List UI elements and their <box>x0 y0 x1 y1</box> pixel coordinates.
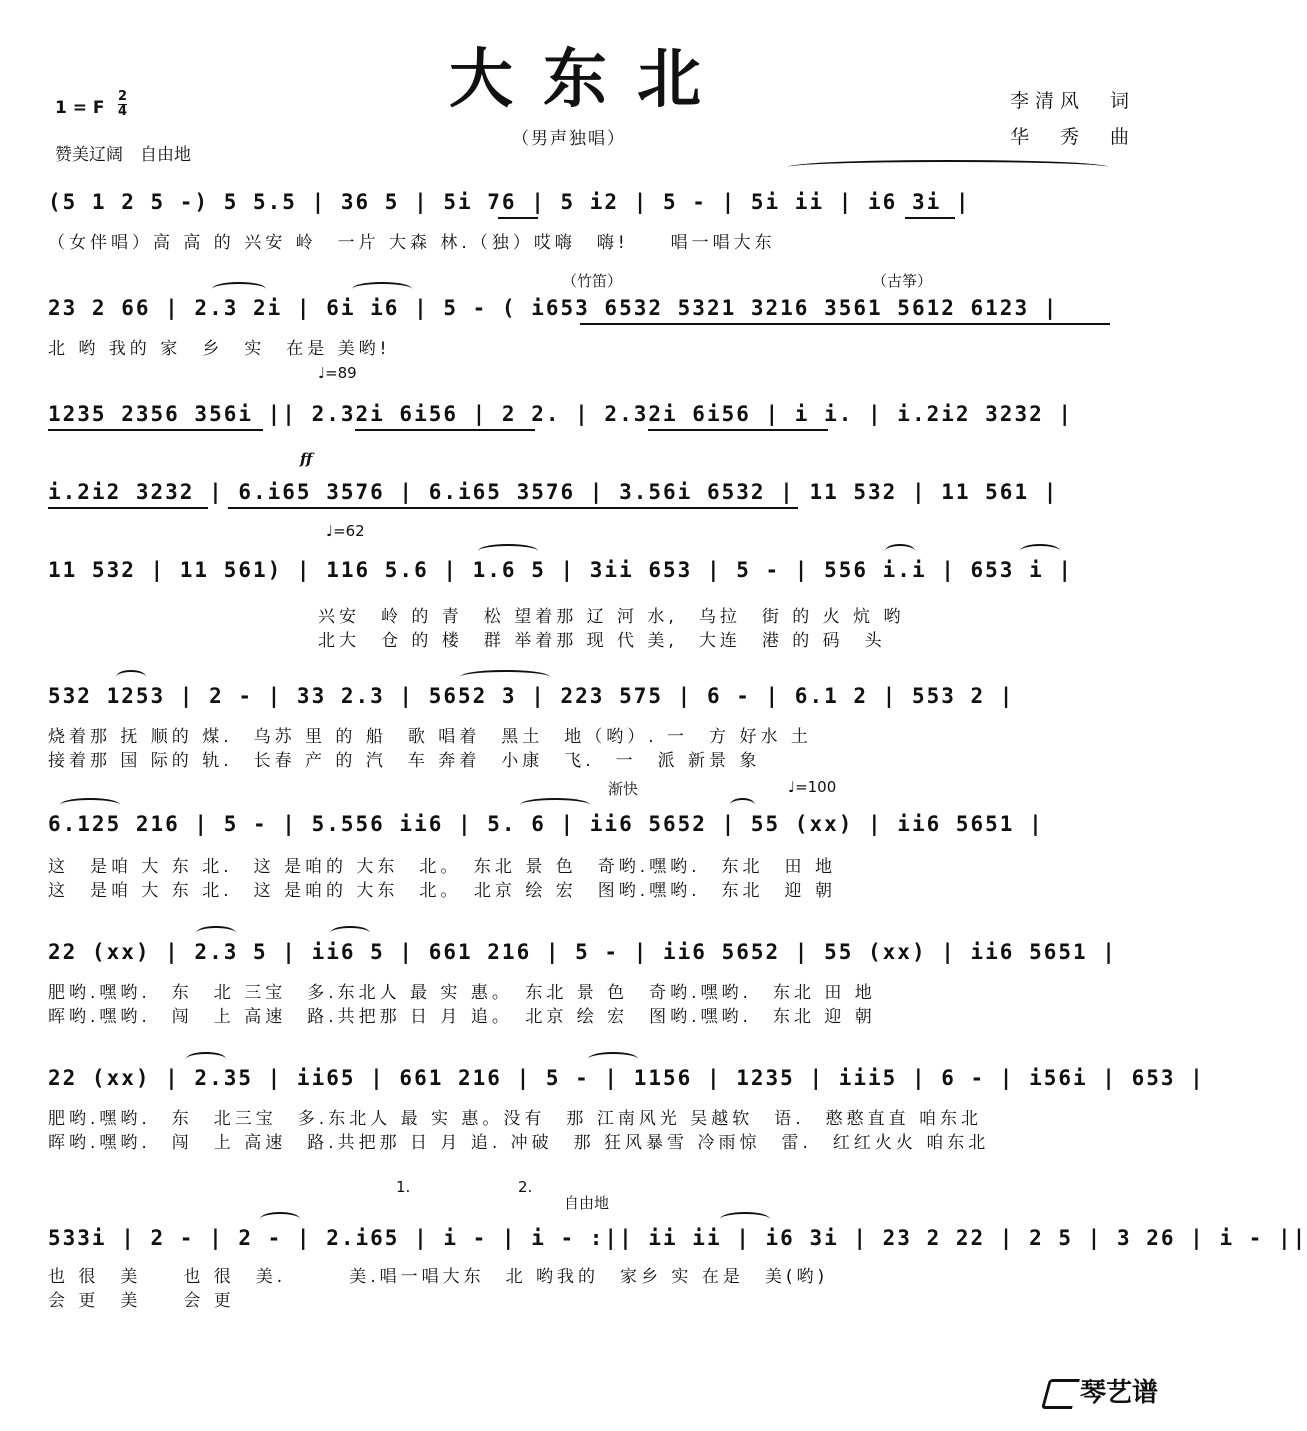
slur <box>116 670 146 684</box>
slur <box>460 670 550 684</box>
notation-line: 6.125 216 | 5 - | 5.556 ii6 | 5. 6 | ii6 5652 | 55 (xx) | ii6 5651 | <box>48 812 1044 836</box>
slur <box>720 1212 770 1226</box>
tempo-marking: ♩=89 <box>318 364 357 382</box>
notation-line: 533i | 2 - | 2 - | 2.i65 | i - | i - :|| ii ii | i6 3i | 23 2 22 | 2 5 | 3 26 | i - || <box>48 1226 1307 1250</box>
tempo-marking: ♩=62 <box>326 522 365 540</box>
notation-line: 1235 2356 356i || 2.32i 6i56 | 2 2. | 2.32i 6i56 | i i. | i.2i2 3232 | <box>48 402 1074 426</box>
lyric-line: 北 哟 我的 家 乡 实 在是 美哟! <box>48 339 391 359</box>
beam <box>905 217 955 219</box>
instrument-annotation: （竹笛） <box>562 272 623 290</box>
lyric-line: 肥哟.嘿哟. 东 北三宝 多.东北人 最 实 惠。没有 那 江南风光 吴越软 语. 憨憨直直 咱东北 <box>48 1109 983 1129</box>
slur <box>478 544 538 558</box>
lyricist-credit: 李清风 词 <box>1010 90 1136 112</box>
time-signature-bottom: 4 <box>118 104 128 119</box>
lyric-line: （女伴唱）高 高 的 兴安 岭 一片 大森 林.（独）哎嗨 嗨! 唱一唱大东 <box>48 233 776 253</box>
slur <box>1020 544 1060 558</box>
slur <box>212 282 266 296</box>
notation-line: 11 532 | 11 561) | 116 5.6 | 1.6 5 | 3ii 653 | 5 - | 556 i.i | 653 i | <box>48 558 1074 582</box>
key-signature: 1 = F <box>55 98 105 118</box>
slur <box>520 798 590 812</box>
lyric-line: 也 很 美 也 很 美. 美.唱一唱大东 北 哟我的 家乡 实 在是 美(哟) <box>48 1267 829 1287</box>
slur <box>260 1212 300 1226</box>
beam <box>498 217 538 219</box>
slur <box>196 926 236 940</box>
slur <box>186 1052 226 1066</box>
instrument-annotation: （古筝） <box>872 272 933 290</box>
volta-1: 1. <box>396 1178 411 1196</box>
lyric-line: 北大 仓 的 楼 群 举着那 现 代 美, 大连 港 的 码 头 <box>318 631 886 651</box>
lyric-line: 肥哟.嘿哟. 东 北 三宝 多.东北人 最 实 惠。 东北 景 色 奇哟.嘿哟. 东北 田 地 <box>48 983 876 1003</box>
slur <box>788 160 1108 174</box>
tempo-change-marking: 渐快 <box>608 780 639 798</box>
slur <box>588 1052 638 1066</box>
slur <box>60 798 120 812</box>
composer-credit: 华 秀 曲 <box>1010 126 1136 148</box>
time-signature-top: 2 <box>118 89 128 104</box>
watermark-text: 琴艺谱 <box>1079 1378 1158 1408</box>
notation-line: 23 2 66 | 2.3 2i | 6i i6 | 5 - ( i653 6532 5321 3216 3561 5612 6123 | <box>48 296 1059 320</box>
expression-marking: 赞美辽阔 自由地 <box>55 145 191 165</box>
notation-line: 22 (xx) | 2.35 | ii65 | 661 216 | 5 - | 1156 | 1235 | iii5 | 6 - | i56i | 653 | <box>48 1066 1205 1090</box>
notation-line: 22 (xx) | 2.3 5 | ii6 5 | 661 216 | 5 - | ii6 5652 | 55 (xx) | ii6 5651 | <box>48 940 1117 964</box>
beam <box>648 429 828 431</box>
logo-icon <box>1041 1379 1080 1409</box>
lyric-line: 这 是咱 大 东 北. 这 是咱的 大东 北。 东北 景 色 奇哟.嘿哟. 东北 田 地 <box>48 857 836 877</box>
slur <box>885 544 915 558</box>
beam <box>580 323 1110 325</box>
time-signature <box>118 90 127 119</box>
notation-line: 532 1253 | 2 - | 33 2.3 | 5652 3 | 223 575 | 6 - | 6.1 2 | 553 2 | <box>48 684 1015 708</box>
notation-line: i.2i2 3232 | 6.i65 3576 | 6.i65 3576 | 3.56i 6532 | 11 532 | 11 561 | <box>48 480 1059 504</box>
beam <box>355 429 535 431</box>
lyric-line: 晖哟.嘿哟. 闯 上 高速 路.共把那 日 月 追。 北京 绘 宏 图哟.嘿哟. 东北 迎 朝 <box>48 1007 876 1027</box>
tempo-marking: ♩=100 <box>788 778 837 796</box>
watermark-logo <box>1045 1372 1158 1409</box>
slur <box>730 798 755 812</box>
beam <box>228 507 798 509</box>
beam <box>48 507 208 509</box>
lyric-line: 会 更 美 会 更 <box>48 1291 235 1311</box>
dynamic-marking: ff <box>300 450 313 468</box>
lyric-line: 兴安 岭 的 青 松 望着那 辽 河 水, 乌拉 街 的 火 炕 哟 <box>318 607 905 627</box>
notation-line: (5 1 2 5 -) 5 5.5 | 36 5 | 5i 76 | 5 i2 | 5 - | 5i ii | i6 3i | <box>48 190 971 214</box>
subtitle: （男声独唱） <box>512 129 626 149</box>
lyric-line: 烧着那 抚 顺的 煤. 乌苏 里 的 船 歌 唱着 黑土 地（哟）. 一 方 好水 土 <box>48 727 812 747</box>
lyric-line: 这 是咱 大 东 北. 这 是咱的 大东 北。 北京 绘 宏 图哟.嘿哟. 东北 迎 朝 <box>48 881 836 901</box>
volta-2: 2. <box>518 1178 533 1196</box>
lyric-line: 接着那 国 际的 轨. 长春 产 的 汽 车 奔着 小康 飞. 一 派 新景 象 <box>48 751 761 771</box>
slur <box>330 926 370 940</box>
lyric-line: 晖哟.嘿哟. 闯 上 高速 路.共把那 日 月 追. 冲破 那 狂风暴雪 冷雨惊 雷. 红红火火 咱东北 <box>48 1133 990 1153</box>
slur <box>352 282 412 296</box>
expression-marking: 自由地 <box>564 1194 610 1212</box>
song-title: 大东北 <box>449 42 731 117</box>
beam <box>48 429 263 431</box>
